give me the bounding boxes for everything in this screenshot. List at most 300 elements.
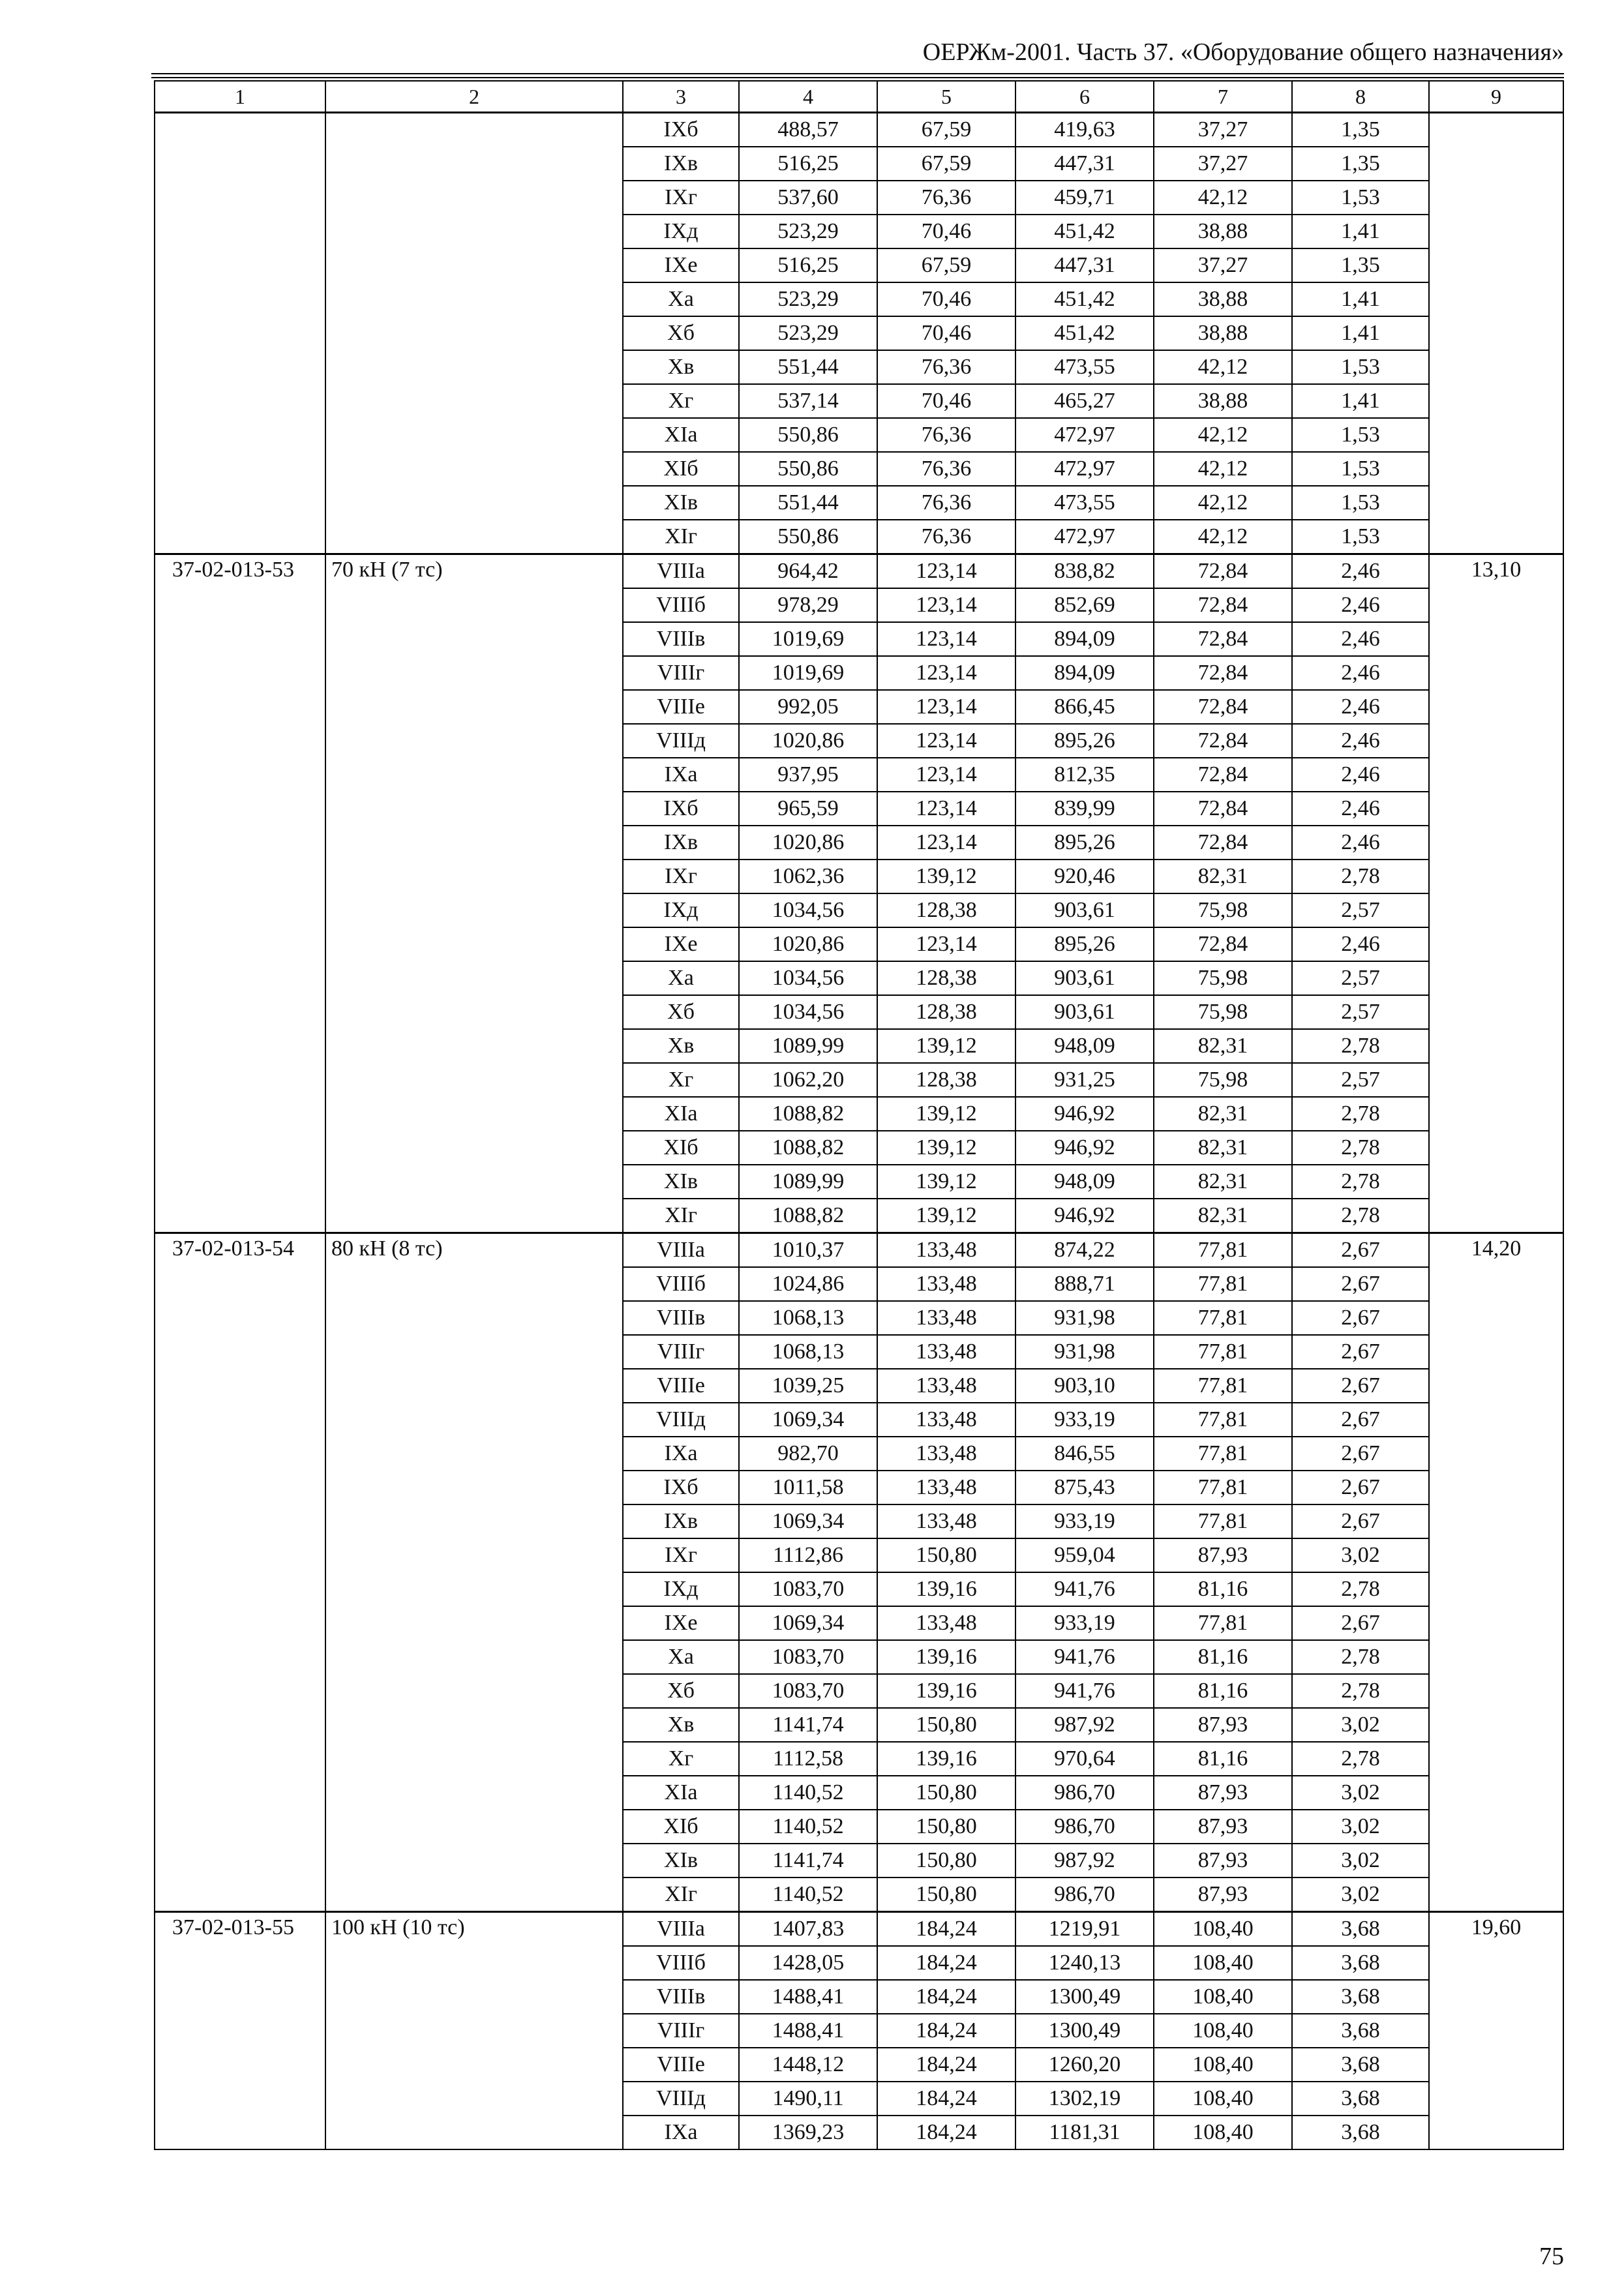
value-cell: 1083,70 [739, 1572, 877, 1606]
value-cell: 941,76 [1015, 1674, 1154, 1708]
category-cell: VIIIд [623, 2082, 739, 2116]
value-cell: 75,98 [1154, 893, 1292, 927]
category-cell: VIIIа [623, 554, 739, 589]
value-cell: 472,97 [1015, 452, 1154, 486]
value-cell: 2,78 [1292, 1572, 1429, 1606]
resource-code [155, 113, 325, 554]
value-cell: 108,40 [1154, 1946, 1292, 1980]
value-cell: 67,59 [877, 113, 1015, 147]
value-cell: 472,97 [1015, 418, 1154, 452]
value-cell: 2,78 [1292, 1029, 1429, 1063]
value-cell: 139,16 [877, 1572, 1015, 1606]
column-number: 8 [1292, 81, 1429, 113]
value-cell: 70,46 [877, 282, 1015, 316]
category-cell: IXв [623, 826, 739, 860]
value-cell: 970,64 [1015, 1742, 1154, 1776]
value-cell: 937,95 [739, 758, 877, 792]
value-cell: 2,67 [1292, 1369, 1429, 1403]
value-cell: 1020,86 [739, 927, 877, 961]
category-cell: VIIIг [623, 2014, 739, 2048]
value-cell: 1488,41 [739, 1980, 877, 2014]
value-cell: 2,46 [1292, 622, 1429, 656]
category-cell: IXа [623, 2116, 739, 2149]
category-cell: VIIIв [623, 1301, 739, 1335]
value-cell: 81,16 [1154, 1640, 1292, 1674]
value-cell: 2,57 [1292, 961, 1429, 995]
value-cell: 128,38 [877, 961, 1015, 995]
value-cell: 37,27 [1154, 248, 1292, 282]
category-cell: XIа [623, 418, 739, 452]
value-cell: 447,31 [1015, 147, 1154, 181]
value-cell: 82,31 [1154, 1029, 1292, 1063]
value-cell: 3,68 [1292, 2116, 1429, 2149]
value-cell: 1,35 [1292, 147, 1429, 181]
value-cell: 123,14 [877, 724, 1015, 758]
value-cell: 1369,23 [739, 2116, 877, 2149]
category-cell: Xв [623, 1029, 739, 1063]
value-cell: 150,80 [877, 1776, 1015, 1810]
column-number: 7 [1154, 81, 1292, 113]
value-cell: 123,14 [877, 758, 1015, 792]
value-cell: 139,12 [877, 860, 1015, 893]
category-cell: XIб [623, 1131, 739, 1165]
value-cell: 1024,86 [739, 1267, 877, 1301]
value-cell: 1141,74 [739, 1708, 877, 1742]
value-cell: 2,78 [1292, 1097, 1429, 1131]
value-cell: 903,10 [1015, 1369, 1154, 1403]
value-cell: 1,53 [1292, 181, 1429, 215]
value-cell: 1,53 [1292, 520, 1429, 554]
value-cell: 2,78 [1292, 1742, 1429, 1776]
value-cell: 986,70 [1015, 1878, 1154, 1912]
value-cell: 72,84 [1154, 826, 1292, 860]
value-cell: 75,98 [1154, 995, 1292, 1029]
value-cell: 72,84 [1154, 724, 1292, 758]
category-cell: IXа [623, 758, 739, 792]
value-cell: 3,02 [1292, 1878, 1429, 1912]
value-cell: 1219,91 [1015, 1912, 1154, 1947]
value-cell: 1302,19 [1015, 2082, 1154, 2116]
value-cell: 72,84 [1154, 656, 1292, 690]
value-cell: 2,46 [1292, 656, 1429, 690]
category-cell: Xа [623, 961, 739, 995]
value-cell: 3,68 [1292, 2048, 1429, 2082]
resource-code: 37-02-013-55 [155, 1912, 325, 2150]
value-cell: 1260,20 [1015, 2048, 1154, 2082]
category-cell: VIIIе [623, 2048, 739, 2082]
value-cell: 128,38 [877, 1063, 1015, 1097]
value-cell: 1020,86 [739, 724, 877, 758]
value-cell: 931,98 [1015, 1301, 1154, 1335]
value-cell: 1019,69 [739, 656, 877, 690]
value-cell: 2,78 [1292, 1131, 1429, 1165]
value-cell: 184,24 [877, 2116, 1015, 2149]
value-cell: 184,24 [877, 1946, 1015, 1980]
value-cell: 1039,25 [739, 1369, 877, 1403]
value-cell: 150,80 [877, 1538, 1015, 1572]
value-cell: 933,19 [1015, 1403, 1154, 1437]
value-cell: 72,84 [1154, 554, 1292, 589]
value-cell: 1,41 [1292, 282, 1429, 316]
value-cell: 516,25 [739, 147, 877, 181]
value-cell: 465,27 [1015, 384, 1154, 418]
value-cell: 82,31 [1154, 1097, 1292, 1131]
category-cell: Xг [623, 1063, 739, 1097]
value-cell: 895,26 [1015, 927, 1154, 961]
value-cell: 1019,69 [739, 622, 877, 656]
page-number: 75 [1539, 2243, 1564, 2270]
mass-value: 19,60 [1429, 1912, 1563, 2150]
value-cell: 2,78 [1292, 860, 1429, 893]
value-cell: 1010,37 [739, 1233, 877, 1268]
value-cell: 123,14 [877, 656, 1015, 690]
value-cell: 1068,13 [739, 1335, 877, 1369]
value-cell: 123,14 [877, 826, 1015, 860]
header-rule [151, 77, 1564, 78]
value-cell: 108,40 [1154, 2082, 1292, 2116]
value-cell: 1,35 [1292, 248, 1429, 282]
value-cell: 987,92 [1015, 1844, 1154, 1878]
value-cell: 1069,34 [739, 1504, 877, 1538]
value-cell: 76,36 [877, 418, 1015, 452]
value-cell: 1140,52 [739, 1776, 877, 1810]
value-cell: 77,81 [1154, 1403, 1292, 1437]
value-cell: 2,67 [1292, 1471, 1429, 1504]
value-cell: 108,40 [1154, 2116, 1292, 2149]
category-cell: Xг [623, 1742, 739, 1776]
value-cell: 123,14 [877, 554, 1015, 589]
category-cell: VIIIе [623, 690, 739, 724]
value-cell: 77,81 [1154, 1233, 1292, 1268]
value-cell: 2,46 [1292, 690, 1429, 724]
value-cell: 874,22 [1015, 1233, 1154, 1268]
value-cell: 75,98 [1154, 1063, 1292, 1097]
column-number: 1 [155, 81, 325, 113]
category-cell: IXг [623, 181, 739, 215]
category-cell: IXд [623, 893, 739, 927]
value-cell: 488,57 [739, 113, 877, 147]
value-cell: 1083,70 [739, 1640, 877, 1674]
value-cell: 1034,56 [739, 995, 877, 1029]
value-cell: 67,59 [877, 248, 1015, 282]
value-cell: 941,76 [1015, 1640, 1154, 1674]
category-cell: IXд [623, 1572, 739, 1606]
value-cell: 2,67 [1292, 1301, 1429, 1335]
value-cell: 895,26 [1015, 826, 1154, 860]
value-cell: 933,19 [1015, 1504, 1154, 1538]
category-cell: Xб [623, 995, 739, 1029]
value-cell: 1,53 [1292, 452, 1429, 486]
value-cell: 184,24 [877, 2082, 1015, 2116]
value-cell: 42,12 [1154, 452, 1292, 486]
value-cell: 37,27 [1154, 113, 1292, 147]
value-cell: 3,02 [1292, 1810, 1429, 1844]
value-cell: 894,09 [1015, 622, 1154, 656]
value-cell: 76,36 [877, 520, 1015, 554]
value-cell: 184,24 [877, 2048, 1015, 2082]
value-cell: 77,81 [1154, 1301, 1292, 1335]
value-cell: 946,92 [1015, 1199, 1154, 1233]
value-cell: 550,86 [739, 418, 877, 452]
value-cell: 3,02 [1292, 1844, 1429, 1878]
value-cell: 139,16 [877, 1742, 1015, 1776]
value-cell: 2,67 [1292, 1437, 1429, 1471]
value-cell: 941,76 [1015, 1572, 1154, 1606]
category-cell: VIIIг [623, 656, 739, 690]
value-cell: 81,16 [1154, 1572, 1292, 1606]
value-cell: 1488,41 [739, 2014, 877, 2048]
value-cell: 128,38 [877, 995, 1015, 1029]
value-cell: 903,61 [1015, 995, 1154, 1029]
value-cell: 1,41 [1292, 316, 1429, 350]
value-cell: 2,46 [1292, 826, 1429, 860]
value-cell: 2,67 [1292, 1267, 1429, 1301]
value-cell: 946,92 [1015, 1097, 1154, 1131]
value-cell: 888,71 [1015, 1267, 1154, 1301]
value-cell: 903,61 [1015, 893, 1154, 927]
category-cell: Xв [623, 1708, 739, 1742]
value-cell: 523,29 [739, 215, 877, 248]
value-cell: 982,70 [739, 1437, 877, 1471]
value-cell: 875,43 [1015, 1471, 1154, 1504]
category-cell: IXб [623, 1471, 739, 1504]
value-cell: 1428,05 [739, 1946, 877, 1980]
value-cell: 77,81 [1154, 1606, 1292, 1640]
value-cell: 2,78 [1292, 1165, 1429, 1199]
value-cell: 1300,49 [1015, 2014, 1154, 2048]
category-cell: VIIIе [623, 1369, 739, 1403]
value-cell: 87,93 [1154, 1844, 1292, 1878]
value-cell: 123,14 [877, 588, 1015, 622]
category-cell: XIг [623, 1199, 739, 1233]
value-cell: 72,84 [1154, 927, 1292, 961]
value-cell: 72,84 [1154, 622, 1292, 656]
value-cell: 133,48 [877, 1403, 1015, 1437]
column-number: 5 [877, 81, 1015, 113]
category-cell: IXг [623, 860, 739, 893]
value-cell: 87,93 [1154, 1878, 1292, 1912]
value-cell: 150,80 [877, 1810, 1015, 1844]
resource-code: 37-02-013-53 [155, 554, 325, 1233]
value-cell: 2,78 [1292, 1640, 1429, 1674]
value-cell: 77,81 [1154, 1437, 1292, 1471]
value-cell: 933,19 [1015, 1606, 1154, 1640]
resource-code: 37-02-013-54 [155, 1233, 325, 1912]
value-cell: 75,98 [1154, 961, 1292, 995]
value-cell: 139,12 [877, 1199, 1015, 1233]
category-cell: IXг [623, 1538, 739, 1572]
category-cell: IXв [623, 1504, 739, 1538]
value-cell: 72,84 [1154, 690, 1292, 724]
value-cell: 1112,86 [739, 1538, 877, 1572]
value-cell: 77,81 [1154, 1471, 1292, 1504]
category-cell: IXб [623, 113, 739, 147]
value-cell: 133,48 [877, 1335, 1015, 1369]
value-cell: 1088,82 [739, 1131, 877, 1165]
value-cell: 1062,20 [739, 1063, 877, 1097]
value-cell: 1,41 [1292, 215, 1429, 248]
category-cell: Xа [623, 282, 739, 316]
value-cell: 946,92 [1015, 1131, 1154, 1165]
value-cell: 2,67 [1292, 1233, 1429, 1268]
value-cell: 82,31 [1154, 1199, 1292, 1233]
value-cell: 3,68 [1292, 1980, 1429, 2014]
category-cell: XIв [623, 1844, 739, 1878]
value-cell: 451,42 [1015, 282, 1154, 316]
value-cell: 87,93 [1154, 1810, 1292, 1844]
value-cell: 3,02 [1292, 1708, 1429, 1742]
value-cell: 852,69 [1015, 588, 1154, 622]
column-number: 9 [1429, 81, 1563, 113]
category-cell: VIIIд [623, 724, 739, 758]
value-cell: 72,84 [1154, 758, 1292, 792]
value-cell: 2,46 [1292, 554, 1429, 589]
category-cell: Xб [623, 1674, 739, 1708]
column-number: 3 [623, 81, 739, 113]
value-cell: 473,55 [1015, 486, 1154, 520]
value-cell: 812,35 [1015, 758, 1154, 792]
value-cell: 70,46 [877, 384, 1015, 418]
value-cell: 42,12 [1154, 418, 1292, 452]
value-cell: 1011,58 [739, 1471, 877, 1504]
value-cell: 184,24 [877, 1980, 1015, 2014]
value-cell: 38,88 [1154, 316, 1292, 350]
category-cell: Xв [623, 350, 739, 384]
value-cell: 3,68 [1292, 1912, 1429, 1947]
category-cell: IXд [623, 215, 739, 248]
value-cell: 523,29 [739, 316, 877, 350]
value-cell: 76,36 [877, 350, 1015, 384]
value-cell: 38,88 [1154, 282, 1292, 316]
value-cell: 2,57 [1292, 995, 1429, 1029]
value-cell: 931,25 [1015, 1063, 1154, 1097]
value-cell: 931,98 [1015, 1335, 1154, 1369]
category-cell: VIIIб [623, 1946, 739, 1980]
value-cell: 992,05 [739, 690, 877, 724]
value-cell: 2,46 [1292, 588, 1429, 622]
value-cell: 986,70 [1015, 1776, 1154, 1810]
category-cell: Xа [623, 1640, 739, 1674]
value-cell: 2,78 [1292, 1674, 1429, 1708]
value-cell: 42,12 [1154, 520, 1292, 554]
value-cell: 895,26 [1015, 724, 1154, 758]
value-cell: 108,40 [1154, 2014, 1292, 2048]
value-cell: 2,46 [1292, 758, 1429, 792]
category-cell: XIб [623, 1810, 739, 1844]
value-cell: 123,14 [877, 622, 1015, 656]
value-cell: 123,14 [877, 690, 1015, 724]
value-cell: 42,12 [1154, 350, 1292, 384]
value-cell: 986,70 [1015, 1810, 1154, 1844]
value-cell: 1020,86 [739, 826, 877, 860]
value-cell: 964,42 [739, 554, 877, 589]
value-cell: 150,80 [877, 1878, 1015, 1912]
value-cell: 472,97 [1015, 520, 1154, 554]
category-cell: VIIIб [623, 588, 739, 622]
value-cell: 920,46 [1015, 860, 1154, 893]
value-cell: 1083,70 [739, 1674, 877, 1708]
value-cell: 551,44 [739, 486, 877, 520]
value-cell: 1140,52 [739, 1878, 877, 1912]
value-cell: 1062,36 [739, 860, 877, 893]
value-cell: 1069,34 [739, 1606, 877, 1640]
value-cell: 987,92 [1015, 1708, 1154, 1742]
value-cell: 419,63 [1015, 113, 1154, 147]
value-cell: 1088,82 [739, 1199, 877, 1233]
value-cell: 846,55 [1015, 1437, 1154, 1471]
value-cell: 894,09 [1015, 656, 1154, 690]
value-cell: 459,71 [1015, 181, 1154, 215]
value-cell: 133,48 [877, 1301, 1015, 1335]
value-cell: 37,27 [1154, 147, 1292, 181]
header-rule [151, 73, 1564, 74]
resource-name: 70 кН (7 тс) [325, 554, 623, 1233]
value-cell: 447,31 [1015, 248, 1154, 282]
value-cell: 87,93 [1154, 1708, 1292, 1742]
value-cell: 903,61 [1015, 961, 1154, 995]
category-cell: XIб [623, 452, 739, 486]
value-cell: 81,16 [1154, 1742, 1292, 1776]
value-cell: 150,80 [877, 1708, 1015, 1742]
value-cell: 1181,31 [1015, 2116, 1154, 2149]
category-cell: VIIIд [623, 1403, 739, 1437]
value-cell: 76,36 [877, 452, 1015, 486]
value-cell: 3,68 [1292, 2082, 1429, 2116]
page-header-title: ОЕРЖм-2001. Часть 37. «Оборудование общего назначения» [922, 38, 1564, 66]
value-cell: 139,12 [877, 1097, 1015, 1131]
value-cell: 2,57 [1292, 893, 1429, 927]
value-cell: 839,99 [1015, 792, 1154, 826]
value-cell: 2,67 [1292, 1504, 1429, 1538]
value-cell: 838,82 [1015, 554, 1154, 589]
value-cell: 72,84 [1154, 588, 1292, 622]
value-cell: 2,67 [1292, 1335, 1429, 1369]
value-cell: 128,38 [877, 893, 1015, 927]
value-cell: 108,40 [1154, 1912, 1292, 1947]
value-cell: 2,46 [1292, 792, 1429, 826]
category-cell: VIIIв [623, 622, 739, 656]
value-cell: 133,48 [877, 1369, 1015, 1403]
column-number: 2 [325, 81, 623, 113]
value-cell: 38,88 [1154, 215, 1292, 248]
value-cell: 184,24 [877, 1912, 1015, 1947]
column-number-row [155, 81, 1563, 113]
resource-name [325, 113, 623, 554]
value-cell: 123,14 [877, 927, 1015, 961]
value-cell: 1034,56 [739, 893, 877, 927]
value-cell: 42,12 [1154, 181, 1292, 215]
value-cell: 123,14 [877, 792, 1015, 826]
value-cell: 866,45 [1015, 690, 1154, 724]
value-cell: 1407,83 [739, 1912, 877, 1947]
value-cell: 1300,49 [1015, 1980, 1154, 2014]
value-cell: 948,09 [1015, 1165, 1154, 1199]
value-cell: 1,41 [1292, 384, 1429, 418]
category-cell: VIIIа [623, 1233, 739, 1268]
value-cell: 108,40 [1154, 2048, 1292, 2082]
mass-value [1429, 113, 1563, 554]
resource-name: 100 кН (10 тс) [325, 1912, 623, 2150]
mass-value: 14,20 [1429, 1233, 1563, 1912]
value-cell: 3,68 [1292, 2014, 1429, 2048]
value-cell: 1,53 [1292, 350, 1429, 384]
category-cell: IXе [623, 1606, 739, 1640]
value-cell: 150,80 [877, 1844, 1015, 1878]
table-row [155, 1233, 1563, 1268]
table-row [155, 1912, 1563, 1947]
category-cell: XIв [623, 486, 739, 520]
value-cell: 2,46 [1292, 724, 1429, 758]
